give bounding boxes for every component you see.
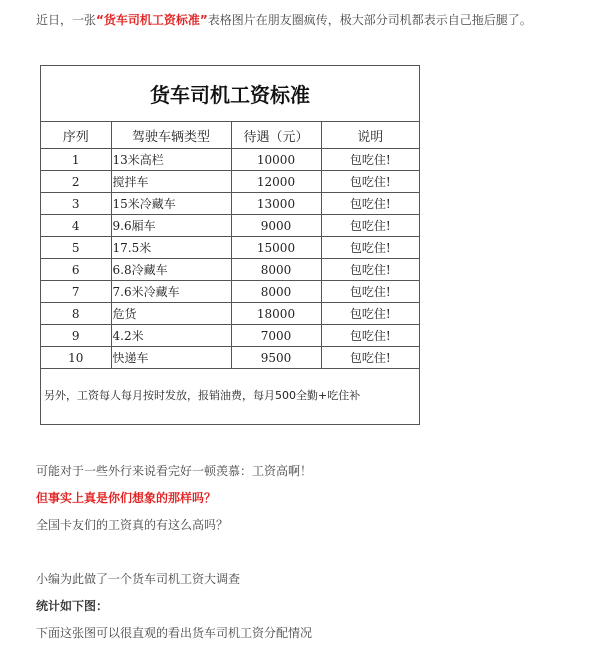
row-pay-cell: 8000 [231, 259, 321, 281]
intro-suffix: 表格图片在朋友圈疯传，极大部分司机都表示自己拖后腿了。 [207, 13, 532, 27]
paragraph-envy: 可能对于一些外行来说看完好一顿羡慕：工资高啊！ [36, 464, 313, 478]
row-index-cell: 7 [41, 281, 111, 303]
row-vehicle-type-cell: 危货 [111, 303, 231, 325]
row-pay-cell: 12000 [231, 171, 321, 193]
paragraph-survey: 小编为此做了一个货车司机工资大调查 [36, 572, 241, 586]
row-note-cell: 包吃住! [321, 171, 419, 193]
row-note-cell: 包吃住! [321, 281, 419, 303]
table-row [41, 325, 419, 347]
row-pay-cell: 15000 [231, 237, 321, 259]
row-index-cell: 6 [41, 259, 111, 281]
table-title: 货车司机工资标准 [41, 66, 419, 122]
table-row [41, 347, 419, 369]
table-row [41, 237, 419, 259]
row-note-cell: 包吃住! [321, 149, 419, 171]
row-note-cell: 包吃住! [321, 347, 419, 369]
paragraph-chart-intro: 下面这张图可以很直观的看出货车司机工资分配情况 [36, 626, 313, 640]
table-row [41, 171, 419, 193]
table-row [41, 193, 419, 215]
row-vehicle-type-cell: 7.6米冷藏车 [111, 281, 231, 303]
salary-table-image [40, 65, 420, 425]
row-note-cell: 包吃住! [321, 237, 419, 259]
row-vehicle-type-cell: 搅拌车 [111, 171, 231, 193]
paragraph-question-red: 但事实上真是你们想象的那样吗？ [36, 491, 217, 505]
table-footnote: 另外，工资每人每月按时发放，报销油费，每月500全勤+吃住补 [44, 388, 361, 402]
header-index: 序列 [41, 122, 111, 149]
row-index-cell: 4 [41, 215, 111, 237]
row-index-cell: 1 [41, 149, 111, 171]
row-vehicle-type-cell: 4.2米 [111, 325, 231, 347]
row-index-cell: 2 [41, 171, 111, 193]
table-row [41, 149, 419, 171]
row-pay-cell: 7000 [231, 325, 321, 347]
row-note-cell: 包吃住! [321, 303, 419, 325]
table-row [41, 281, 419, 303]
row-pay-cell: 18000 [231, 303, 321, 325]
table-header-row [41, 122, 419, 149]
row-index-cell: 3 [41, 193, 111, 215]
row-vehicle-type-cell: 17.5米 [111, 237, 231, 259]
header-vehicle-type: 驾驶车辆类型 [111, 122, 231, 149]
row-vehicle-type-cell: 6.8冷藏车 [111, 259, 231, 281]
table-row [41, 215, 419, 237]
row-vehicle-type-cell: 15米冷藏车 [111, 193, 231, 215]
row-pay-cell: 13000 [231, 193, 321, 215]
row-vehicle-type-cell: 13米高栏 [111, 149, 231, 171]
header-note: 说明 [321, 122, 419, 149]
row-note-cell: 包吃住! [321, 215, 419, 237]
row-vehicle-type-cell: 9.6厢车 [111, 215, 231, 237]
row-note-cell: 包吃住! [321, 325, 419, 347]
salary-table [41, 122, 419, 369]
row-vehicle-type-cell: 快递车 [111, 347, 231, 369]
table-row [41, 303, 419, 325]
row-pay-cell: 9000 [231, 215, 321, 237]
row-index-cell: 5 [41, 237, 111, 259]
row-index-cell: 10 [41, 347, 111, 369]
intro-highlight: “货车司机工资标准” [96, 13, 208, 27]
row-pay-cell: 8000 [231, 281, 321, 303]
row-pay-cell: 9500 [231, 347, 321, 369]
paragraph-stats-label: 统计如下图： [36, 599, 109, 613]
table-row [41, 259, 419, 281]
row-index-cell: 9 [41, 325, 111, 347]
intro-paragraph [36, 10, 596, 30]
header-pay: 待遇（元） [231, 122, 321, 149]
row-note-cell: 包吃住! [321, 259, 419, 281]
row-pay-cell: 10000 [231, 149, 321, 171]
row-note-cell: 包吃住! [321, 193, 419, 215]
paragraph-question: 全国卡友们的工资真的有这么高吗？ [36, 518, 229, 532]
intro-prefix: 近日，一张 [36, 13, 97, 27]
row-index-cell: 8 [41, 303, 111, 325]
